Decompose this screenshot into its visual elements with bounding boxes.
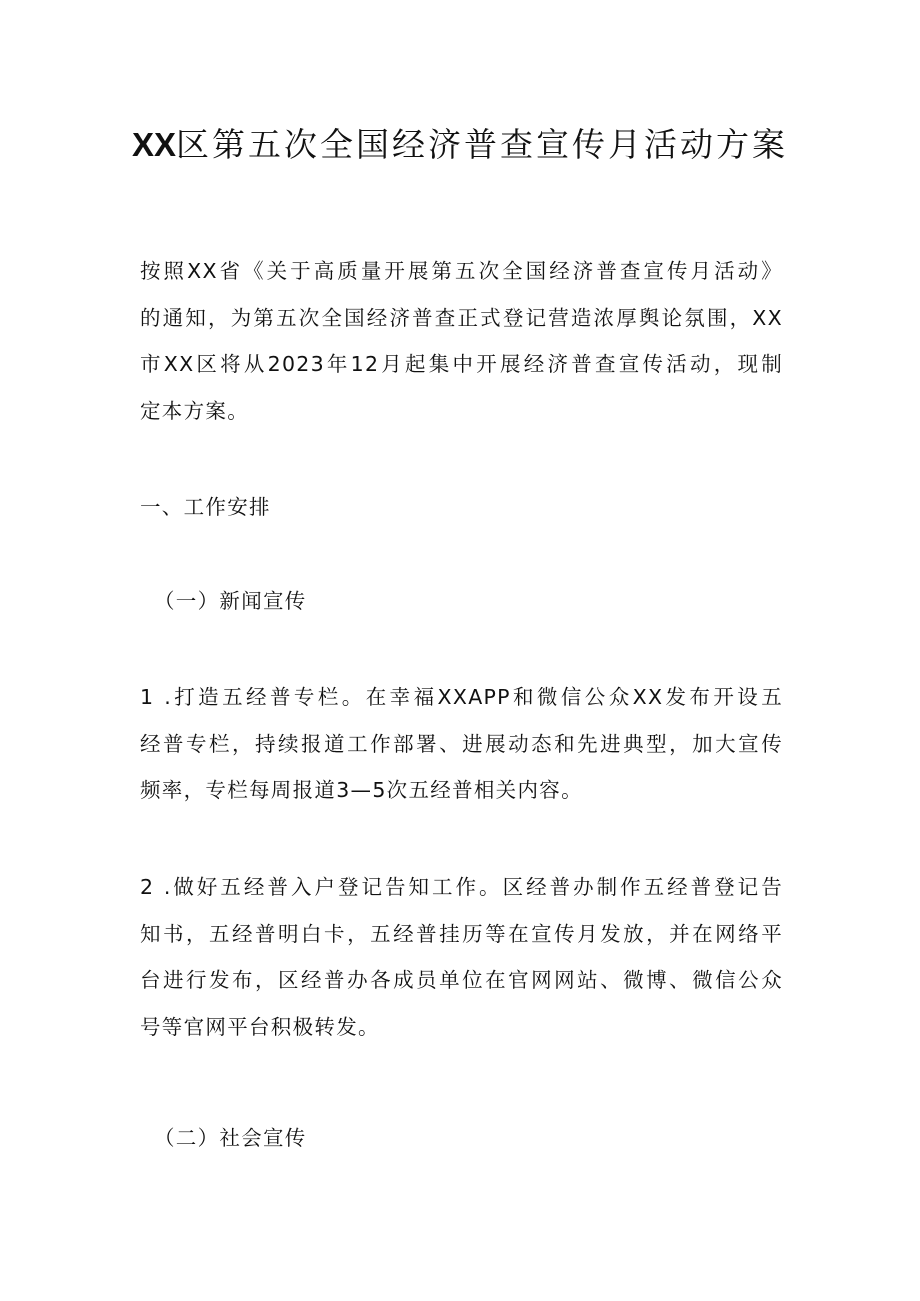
title-text: 区第五次全国经济普查宣传月活动方案 — [176, 125, 789, 164]
paragraph-line: 2 .做好五经普入户登记告知工作。区经普办制作五经普登记告 — [140, 875, 783, 899]
paragraph-line: 经普专栏，持续报道工作部署、进展动态和先进典型，加大宣传 — [140, 731, 783, 756]
paragraph-line: 按照XX省《关于高质量开展第五次全国经济普查宣传月活动》 — [140, 259, 783, 283]
title-prefix: XX — [131, 126, 177, 163]
paragraph-line: 号等官网平台积极转发。 — [140, 1014, 380, 1039]
item-paragraph — [140, 864, 783, 1050]
subsection-heading: （一）新闻宣传 — [154, 589, 307, 613]
subsection-heading: （二）社会宣传 — [154, 1126, 307, 1150]
paragraph-line: 台进行发布，区经普办各成员单位在官网网站、微博、微信公众 — [140, 968, 783, 992]
intro-paragraph — [140, 248, 783, 434]
item-paragraph — [140, 674, 783, 814]
paragraph-line: 定本方案。 — [140, 398, 249, 423]
paragraph-line: 频率，专栏每周报道3—5次五经普相关内容。 — [140, 778, 583, 802]
paragraph-line: 市XX区将从2023年12月起集中开展经济普查宣传活动，现制 — [140, 352, 783, 376]
paragraph-line: 的通知，为第五次全国经济普查正式登记营造浓厚舆论氛围，XX — [140, 305, 783, 330]
document-title — [0, 122, 920, 168]
paragraph-line: 1 .打造五经普专栏。在幸福XXAPP和微信公众XX发布开设五 — [140, 685, 783, 709]
section-heading: 一、工作安排 — [140, 495, 271, 519]
paragraph-line: 知书，五经普明白卡，五经普挂历等在宣传月发放，并在网络平 — [140, 921, 783, 946]
